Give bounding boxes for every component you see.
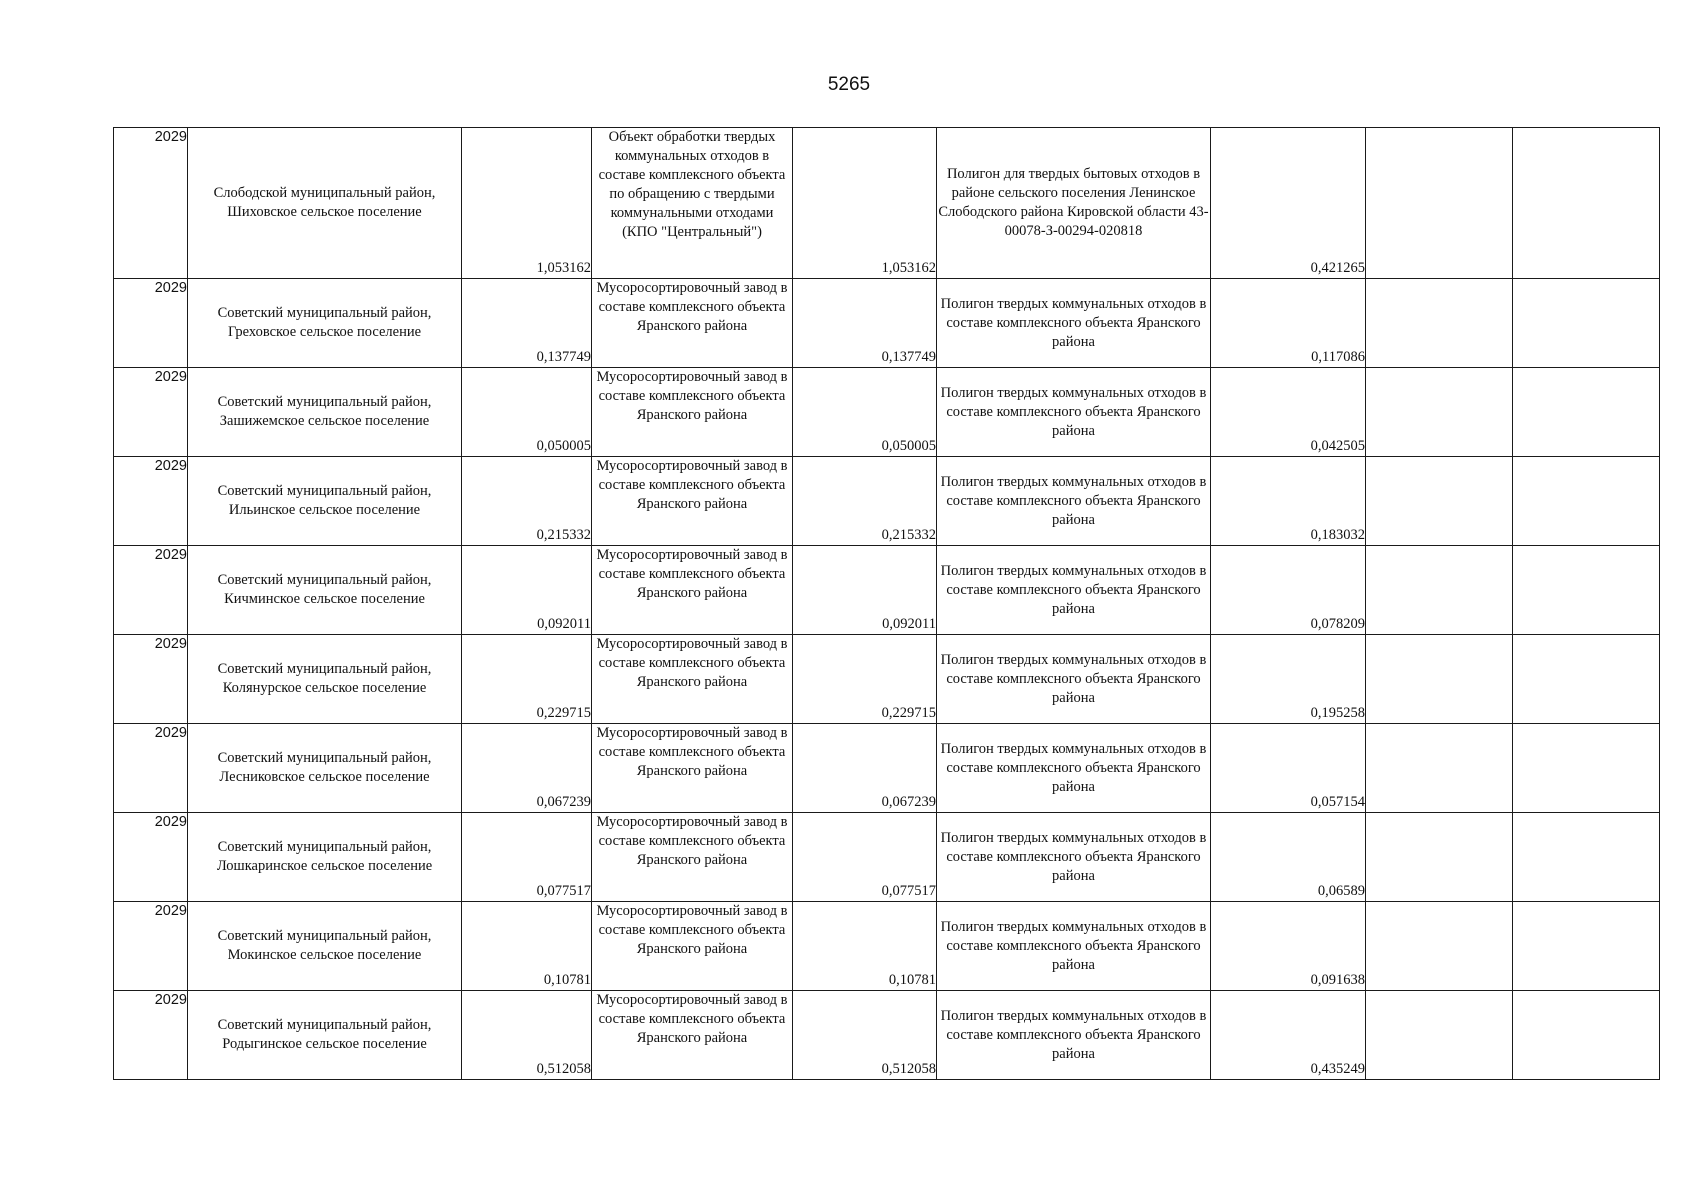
table-row (114, 635, 1660, 724)
mass-landfilled-cell: 0,195258 (1211, 635, 1366, 724)
mass-total-cell: 0,10781 (462, 902, 592, 991)
year-cell: 2029 (114, 813, 188, 902)
mass-landfilled-cell: 0,078209 (1211, 546, 1366, 635)
processing-facility-cell: Мусоросортировочный завод в составе комплексного объекта Яранского района (592, 813, 793, 902)
year-cell: 2029 (114, 128, 188, 279)
empty-cell (1513, 546, 1660, 635)
table-row (114, 813, 1660, 902)
empty-cell (1513, 457, 1660, 546)
empty-cell (1366, 457, 1513, 546)
municipality-cell: Советский муниципальный район, Мокинское сельское поселение (188, 902, 462, 991)
landfill-cell: Полигон твердых коммунальных отходов в составе комплексного объекта Яранского района (937, 635, 1211, 724)
mass-processed-cell: 0,050005 (793, 368, 937, 457)
municipality-cell: Советский муниципальный район, Греховское сельское поселение (188, 279, 462, 368)
mass-total-cell: 0,077517 (462, 813, 592, 902)
landfill-cell: Полигон твердых коммунальных отходов в составе комплексного объекта Яранского района (937, 457, 1211, 546)
mass-landfilled-cell: 0,091638 (1211, 902, 1366, 991)
empty-cell (1366, 813, 1513, 902)
processing-facility-cell: Мусоросортировочный завод в составе комплексного объекта Яранского района (592, 368, 793, 457)
municipality-cell: Слободской муниципальный район, Шиховское сельское поселение (188, 128, 462, 279)
mass-total-cell: 0,137749 (462, 279, 592, 368)
table-row (114, 991, 1660, 1080)
mass-total-cell: 0,067239 (462, 724, 592, 813)
page-number: 5265 (827, 74, 871, 95)
table-row (114, 724, 1660, 813)
empty-cell (1513, 635, 1660, 724)
processing-facility-cell: Мусоросортировочный завод в составе комплексного объекта Яранского района (592, 457, 793, 546)
empty-cell (1366, 991, 1513, 1080)
empty-cell (1366, 279, 1513, 368)
empty-cell (1513, 991, 1660, 1080)
mass-total-cell: 0,050005 (462, 368, 592, 457)
year-cell: 2029 (114, 635, 188, 724)
table-row (114, 546, 1660, 635)
empty-cell (1366, 368, 1513, 457)
mass-processed-cell: 0,10781 (793, 902, 937, 991)
processing-facility-cell: Мусоросортировочный завод в составе комплексного объекта Яранского района (592, 635, 793, 724)
table-row (114, 902, 1660, 991)
year-cell: 2029 (114, 546, 188, 635)
mass-processed-cell: 0,512058 (793, 991, 937, 1080)
year-cell: 2029 (114, 902, 188, 991)
processing-facility-cell: Мусоросортировочный завод в составе комплексного объекта Яранского района (592, 902, 793, 991)
landfill-cell: Полигон твердых коммунальных отходов в составе комплексного объекта Яранского района (937, 279, 1211, 368)
year-cell: 2029 (114, 724, 188, 813)
table-row (114, 128, 1660, 279)
municipality-cell: Советский муниципальный район, Зашижемское сельское поселение (188, 368, 462, 457)
empty-cell (1366, 724, 1513, 813)
landfill-cell: Полигон твердых коммунальных отходов в составе комплексного объекта Яранского района (937, 902, 1211, 991)
municipality-cell: Советский муниципальный район, Ильинское сельское поселение (188, 457, 462, 546)
municipality-cell: Советский муниципальный район, Лошкаринское сельское поселение (188, 813, 462, 902)
mass-total-cell: 0,092011 (462, 546, 592, 635)
mass-processed-cell: 0,229715 (793, 635, 937, 724)
landfill-cell: Полигон для твердых бытовых отходов в районе сельского поселения Ленинское Слободского района Кировской области 43-00078-З-00294-020818 (937, 128, 1211, 279)
landfill-cell: Полигон твердых коммунальных отходов в составе комплексного объекта Яранского района (937, 546, 1211, 635)
municipality-cell: Советский муниципальный район, Лесниковское сельское поселение (188, 724, 462, 813)
municipality-cell: Советский муниципальный район, Кичминское сельское поселение (188, 546, 462, 635)
municipality-cell: Советский муниципальный район, Колянурское сельское поселение (188, 635, 462, 724)
landfill-cell: Полигон твердых коммунальных отходов в составе комплексного объекта Яранского района (937, 813, 1211, 902)
empty-cell (1513, 813, 1660, 902)
empty-cell (1366, 635, 1513, 724)
processing-facility-cell: Мусоросортировочный завод в составе комплексного объекта Яранского района (592, 991, 793, 1080)
municipality-cell: Советский муниципальный район, Родыгинское сельское поселение (188, 991, 462, 1080)
empty-cell (1366, 128, 1513, 279)
table-row (114, 279, 1660, 368)
year-cell: 2029 (114, 279, 188, 368)
processing-facility-cell: Мусоросортировочный завод в составе комплексного объекта Яранского района (592, 724, 793, 813)
empty-cell (1366, 546, 1513, 635)
mass-processed-cell: 0,067239 (793, 724, 937, 813)
empty-cell (1513, 128, 1660, 279)
mass-landfilled-cell: 0,057154 (1211, 724, 1366, 813)
landfill-cell: Полигон твердых коммунальных отходов в составе комплексного объекта Яранского района (937, 991, 1211, 1080)
waste-flow-table (113, 127, 1660, 1080)
mass-landfilled-cell: 0,421265 (1211, 128, 1366, 279)
mass-processed-cell: 0,215332 (793, 457, 937, 546)
empty-cell (1366, 902, 1513, 991)
year-cell: 2029 (114, 457, 188, 546)
empty-cell (1513, 279, 1660, 368)
landfill-cell: Полигон твердых коммунальных отходов в составе комплексного объекта Яранского района (937, 368, 1211, 457)
mass-processed-cell: 0,077517 (793, 813, 937, 902)
mass-total-cell: 1,053162 (462, 128, 592, 279)
empty-cell (1513, 724, 1660, 813)
empty-cell (1513, 902, 1660, 991)
mass-total-cell: 0,512058 (462, 991, 592, 1080)
mass-landfilled-cell: 0,042505 (1211, 368, 1366, 457)
mass-landfilled-cell: 0,06589 (1211, 813, 1366, 902)
year-cell: 2029 (114, 991, 188, 1080)
processing-facility-cell: Мусоросортировочный завод в составе комплексного объекта Яранского района (592, 546, 793, 635)
mass-processed-cell: 1,053162 (793, 128, 937, 279)
mass-total-cell: 0,229715 (462, 635, 592, 724)
table-row (114, 368, 1660, 457)
mass-processed-cell: 0,092011 (793, 546, 937, 635)
empty-cell (1513, 368, 1660, 457)
mass-landfilled-cell: 0,183032 (1211, 457, 1366, 546)
mass-landfilled-cell: 0,117086 (1211, 279, 1366, 368)
mass-total-cell: 0,215332 (462, 457, 592, 546)
landfill-cell: Полигон твердых коммунальных отходов в составе комплексного объекта Яранского района (937, 724, 1211, 813)
year-cell: 2029 (114, 368, 188, 457)
processing-facility-cell: Мусоросортировочный завод в составе комплексного объекта Яранского района (592, 279, 793, 368)
table-body (114, 128, 1660, 1080)
processing-facility-cell: Объект обработки твердых коммунальных отходов в составе комплексного объекта по обращению с твердыми коммунальными отходами (КПО "Центральный") (592, 128, 793, 279)
table-row (114, 457, 1660, 546)
mass-processed-cell: 0,137749 (793, 279, 937, 368)
mass-landfilled-cell: 0,435249 (1211, 991, 1366, 1080)
